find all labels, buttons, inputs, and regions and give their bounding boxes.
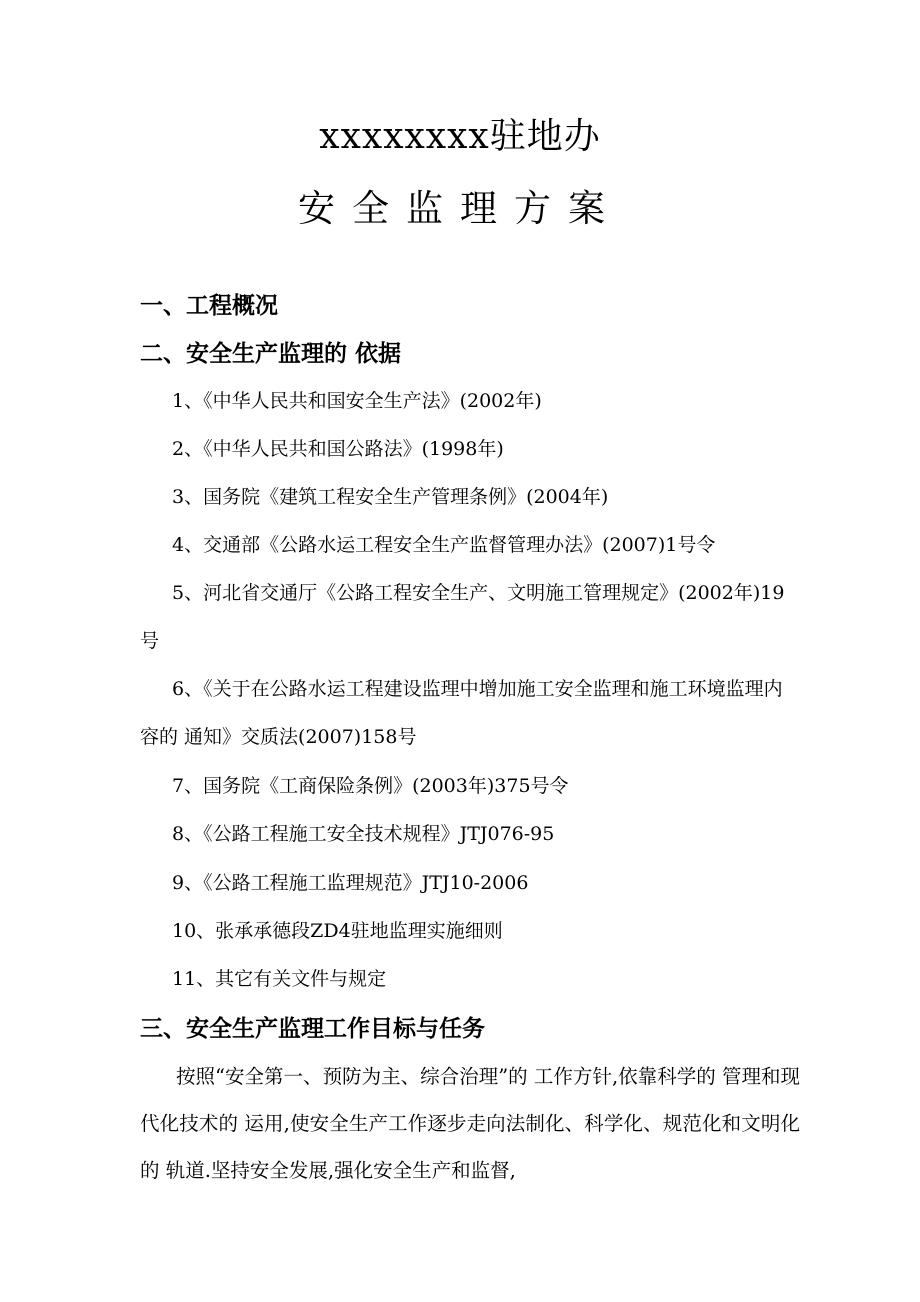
basis-list-item: 5、河北省交通厅《公路工程安全生产、文明施工管理规定》(2002年)19号: [140, 582, 785, 652]
basis-list-item: 7、国务院《工商保险条例》(2003年)375号令: [172, 775, 569, 797]
goals-paragraph: 按照“安全第一、预防为主、综合治理”的 工作方针,依靠科学的 管理和现代化技术的 运用,使安全生产工作逐步走向法制化、科学化、规范化和文明化的 轨道.坚持安全发展,强化安全生产和监督,: [140, 1065, 800, 1182]
document-title: xxxxxxxx驻地办: [319, 116, 601, 157]
document-subtitle: 安全监理方案: [298, 187, 622, 230]
basis-list-item: 2、《中华人民共和国公路法》(1998年): [172, 438, 504, 460]
basis-list-item: 4、交通部《公路水运工程安全生产监督管理办法》(2007)1号令: [172, 534, 716, 556]
basis-list-item: 9、《公路工程施工监理规范》JTJ10-2006: [172, 872, 529, 894]
basis-list-item: 1、《中华人民共和国安全生产法》(2002年): [172, 390, 542, 412]
section-heading-overview: 一、工程概况: [140, 293, 278, 319]
basis-list-item: 8、《公路工程施工安全技术规程》JTJ076-95: [172, 823, 555, 845]
basis-list-item: 6、《关于在公路水运工程建设监理中增加施工安全监理和施工环境监理内容的 通知》交质法(2007)158号: [140, 678, 783, 748]
section-heading-goals: 三、安全生产监理工作目标与任务: [140, 1016, 485, 1042]
basis-list-item: 11、其它有关文件与规定: [172, 968, 387, 990]
basis-list-item: 10、张承承德段ZD4驻地监理实施细则: [172, 920, 503, 942]
section-heading-basis: 二、安全生产监理的 依据: [140, 341, 402, 367]
basis-list-item: 3、国务院《建筑工程安全生产管理条例》(2004年): [172, 486, 609, 508]
